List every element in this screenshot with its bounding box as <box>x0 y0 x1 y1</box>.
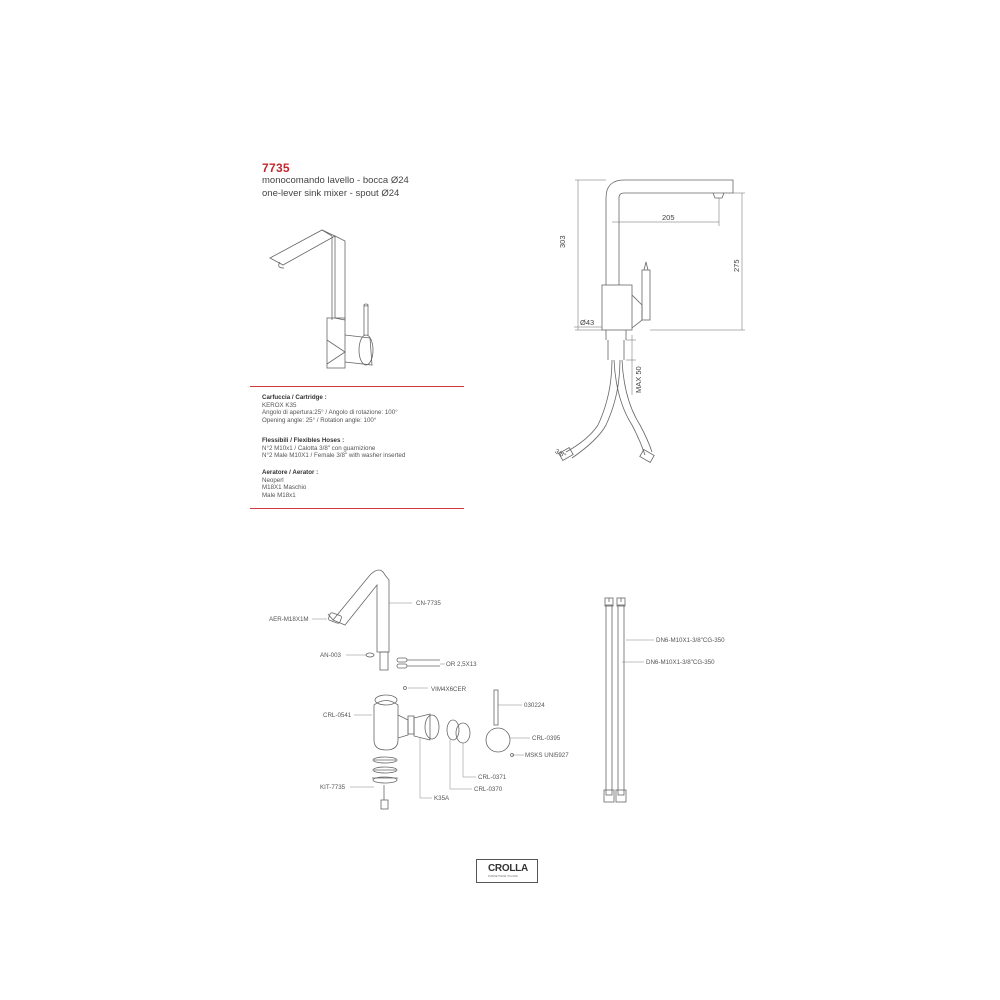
part-label-cn: CN-7735 <box>416 600 441 607</box>
faucet-thumbnail <box>270 230 373 368</box>
brand-logo-subtitle: RUBINETTERIE ITALIANE <box>488 875 518 878</box>
dim-thread: 3/8" <box>553 448 567 460</box>
part-label-msks: MSKS UNI5927 <box>525 752 569 759</box>
part-label-crl0395: CRL-0395 <box>532 735 561 742</box>
spec-hoses <box>262 437 405 460</box>
spec-line: Angolo di apertura:25° / Angolo di rotazione: 100° <box>262 409 398 417</box>
product-name-it: monocomando lavello - bocca Ø24 <box>262 175 409 186</box>
spec-line: N°2 M10x1 / Calotta 3/8" con guarnizione <box>262 444 376 452</box>
dimension-lines <box>574 180 745 395</box>
leader-lines <box>312 603 654 798</box>
part-label-030224: 030224 <box>524 702 545 709</box>
part-label-dn6-a: DN6-M10X1-3/8"CG-350 <box>656 637 725 644</box>
part-label-or: OR 2,5X13 <box>446 661 477 668</box>
section-divider-top <box>250 386 464 387</box>
part-label-aer: AER-M18X1M <box>269 616 309 623</box>
product-code: 7735 <box>262 161 290 175</box>
spec-line: M18X1 Maschio <box>262 484 307 492</box>
dim-303: 303 <box>558 235 567 248</box>
product-name-en: one-lever sink mixer - spout Ø24 <box>262 188 400 199</box>
part-label-crl0541: CRL-0541 <box>323 712 352 719</box>
dim-275: 275 <box>732 259 741 272</box>
spec-line: KEROX K35 <box>262 401 297 409</box>
part-label-crl0371: CRL-0371 <box>478 774 507 781</box>
part-label-k35a: K35A <box>434 795 450 802</box>
spec-line: Male M18x1 <box>262 491 296 499</box>
flexible-hoses <box>604 598 626 802</box>
dim-diameter-43: Ø43 <box>580 318 595 327</box>
section-divider-bottom <box>250 508 464 509</box>
dim-205: 205 <box>662 213 675 222</box>
part-label-an: AN-003 <box>320 652 341 659</box>
brand-logo-text: CROLLA <box>488 863 528 874</box>
part-label-vim: VIM4X6CER <box>431 686 467 693</box>
part-label-kit: KIT-7735 <box>320 784 346 791</box>
spec-line: Neoperl <box>262 476 284 484</box>
spec-line: Opening angle: 25° / Rotation angle: 100° <box>262 416 377 424</box>
part-label-dn6-b: DN6-M10X1-3/8"CG-350 <box>646 659 715 666</box>
spec-aerator <box>262 469 318 499</box>
spec-line: N°2 Male M10X1 / Female 3/8" with washer inserted <box>262 452 406 460</box>
spec-cartridge <box>262 394 398 424</box>
dim-max-50: MAX 50 <box>634 366 643 393</box>
part-label-crl0370: CRL-0370 <box>474 786 503 793</box>
spec-aerator-heading: Aeratore / Aerator : <box>262 469 319 476</box>
spec-cartridge-heading: Carfuccia / Cartridge : <box>262 394 327 401</box>
spec-hoses-heading: Flessibili / Flexibles Hoses : <box>262 437 345 444</box>
